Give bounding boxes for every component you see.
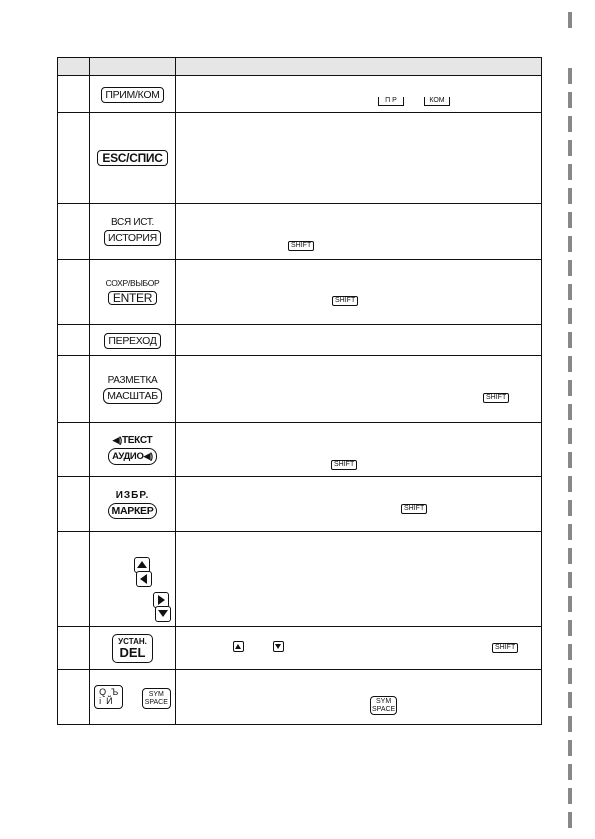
vsya-ist-label: ВСЯ ИСТ. bbox=[110, 217, 154, 228]
description-cell bbox=[176, 113, 542, 204]
shift-key-icon: SHIFT bbox=[331, 460, 357, 470]
description-cell bbox=[176, 356, 542, 423]
tekst-text: ТЕКСТ bbox=[121, 434, 153, 446]
row-number-cell bbox=[58, 356, 90, 423]
sym-space-key-icon bbox=[370, 696, 397, 715]
table-header-row bbox=[58, 58, 542, 76]
key-cell bbox=[90, 477, 176, 532]
key-cell bbox=[90, 325, 176, 356]
description-cell bbox=[176, 204, 542, 260]
q-letter-key bbox=[94, 685, 123, 709]
perekhod-key: ПЕРЕХОД bbox=[104, 333, 160, 349]
description-cell bbox=[176, 76, 542, 113]
row-number-cell bbox=[58, 627, 90, 670]
masshtab-key: МАСШТАБ bbox=[103, 388, 162, 404]
ustan-text: УСТАН. bbox=[118, 636, 147, 646]
y-short-text: Й bbox=[106, 695, 113, 706]
row-number-cell bbox=[58, 204, 90, 260]
arrow-pad bbox=[105, 557, 161, 601]
left-arrow-key bbox=[136, 571, 152, 587]
table-row bbox=[58, 113, 542, 204]
key-cell bbox=[90, 670, 176, 725]
table-row bbox=[58, 627, 542, 670]
audio-text: АУДИО bbox=[112, 450, 144, 462]
hard-sign-text: Ъ bbox=[111, 686, 119, 697]
key-cell bbox=[90, 356, 176, 423]
description-cell bbox=[176, 325, 542, 356]
enter-key: ENTER bbox=[108, 291, 157, 305]
table-row bbox=[58, 477, 542, 532]
esc-spis-key: ESC/СПИС bbox=[97, 150, 167, 166]
shift-key-icon: SHIFT bbox=[288, 241, 314, 251]
tekst-label bbox=[108, 435, 157, 446]
istoriya-key: ИСТОРИЯ bbox=[104, 230, 161, 246]
header-cell-description bbox=[176, 58, 542, 76]
sokhr-vybor-label: СОХР/ВЫБОР bbox=[105, 277, 160, 288]
izbr-label: ИЗБР. bbox=[115, 489, 150, 501]
key-cell bbox=[90, 627, 176, 670]
description-cell bbox=[176, 477, 542, 532]
space-text: SPACE bbox=[372, 705, 396, 713]
row-number-cell bbox=[58, 76, 90, 113]
shift-key-icon: SHIFT bbox=[401, 504, 427, 514]
table-row bbox=[58, 260, 542, 325]
key-function-table bbox=[57, 57, 542, 725]
prim-kom-key: ПРИМ/КОМ bbox=[101, 87, 163, 103]
del-text: DEL bbox=[119, 644, 146, 660]
description-cell bbox=[176, 670, 542, 725]
header-cell-key bbox=[90, 58, 176, 76]
table-row bbox=[58, 76, 542, 113]
key-cell bbox=[90, 423, 176, 477]
description-cell bbox=[176, 532, 542, 627]
table-row bbox=[58, 532, 542, 627]
table-row bbox=[58, 356, 542, 423]
sym-space-key bbox=[142, 688, 171, 709]
q-text: Q bbox=[99, 686, 107, 697]
description-cell bbox=[176, 260, 542, 325]
table-row bbox=[58, 325, 542, 356]
sym-text: SYM bbox=[148, 691, 164, 699]
row-number-cell bbox=[58, 260, 90, 325]
marker-key: МАРКЕР bbox=[108, 503, 158, 519]
row-number-cell bbox=[58, 670, 90, 725]
speaker-icon: ◀) bbox=[112, 434, 122, 445]
key-cell bbox=[90, 532, 176, 627]
key-cell bbox=[90, 76, 176, 113]
description-cell bbox=[176, 423, 542, 477]
space-text: SPACE bbox=[144, 698, 168, 706]
i-text: і bbox=[99, 695, 102, 706]
description-cell bbox=[176, 627, 542, 670]
speaker-icon: ◀) bbox=[143, 450, 153, 461]
razmetka-label: РАЗМЕТКА bbox=[107, 374, 158, 386]
row-number-cell bbox=[58, 423, 90, 477]
page-edge-marks bbox=[568, 0, 572, 839]
row-number-cell bbox=[58, 532, 90, 627]
header-cell-number bbox=[58, 58, 90, 76]
shift-key-icon: SHIFT bbox=[492, 643, 518, 653]
down-arrow-key bbox=[155, 606, 171, 622]
audio-key bbox=[108, 448, 157, 465]
row-number-cell bbox=[58, 113, 90, 204]
kom-key-icon: КОМ bbox=[424, 97, 450, 106]
shift-key-icon: SHIFT bbox=[332, 296, 358, 306]
pr-key-icon: П Р bbox=[378, 97, 404, 106]
del-key bbox=[112, 634, 153, 663]
row-number-cell bbox=[58, 325, 90, 356]
table-row bbox=[58, 423, 542, 477]
sym-text: SYM bbox=[376, 698, 392, 705]
table-row bbox=[58, 670, 542, 725]
key-cell bbox=[90, 204, 176, 260]
row-number-cell bbox=[58, 477, 90, 532]
shift-key-icon: SHIFT bbox=[483, 393, 509, 403]
key-cell bbox=[90, 260, 176, 325]
table-row bbox=[58, 204, 542, 260]
key-cell bbox=[90, 113, 176, 204]
